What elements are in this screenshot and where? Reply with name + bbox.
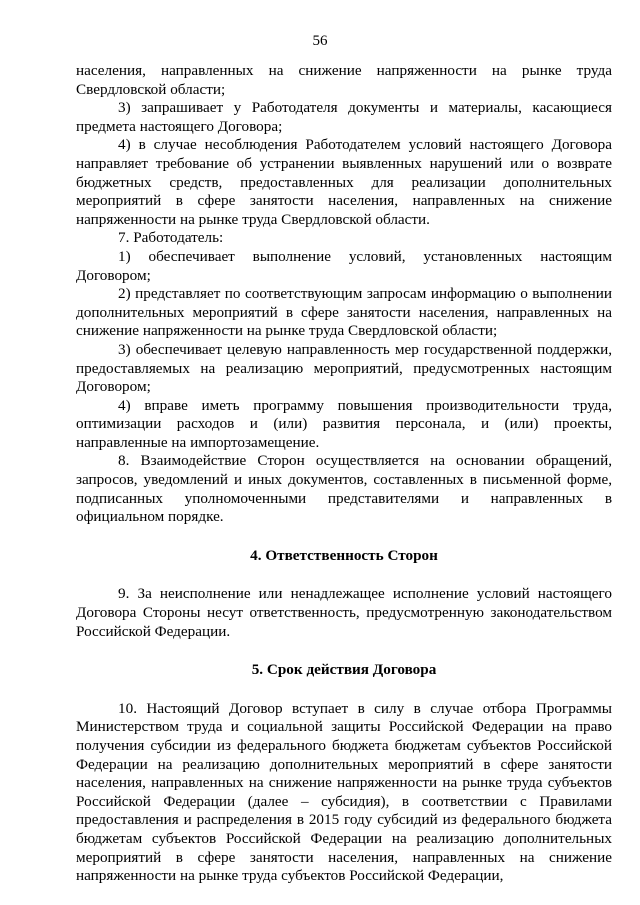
paragraph: 10. Настоящий Договор вступает в силу в случае отбора Программы Министерством труда и социальной защиты Российской Федерации на право получения субсидии из федерального бюджета бюджетам субъектов Российской Федерации на реализацию дополнительных мероприятий в сфере занятости населения, направленных на снижение напряженности на рынке труда субъектов Российской Федерации (далее – субсидия), в соответствии с Правилами предоставления и распределения в 2015 году субсидий из федерального бюджета бюджетам субъектов Российской Федерации на реализацию дополнительных мероприятий в сфере занятости населения, направленных на снижение напряженности на рынке труда субъектов Российской Федерации, <box>76 699 612 885</box>
page-number: 56 <box>312 33 328 49</box>
paragraph: 4) в случае несоблюдения Работодателем условий настоящего Договора направляет требование об устранении выявленных нарушений или о возврате бюджетных средств, предоставленных для реализации дополнительных мероприятий в сфере занятости населения, направленных на снижение напряженности на рынке труда Свердловской области. <box>76 136 612 228</box>
paragraph: 4) вправе иметь программу повышения производительности труда, оптимизации расходов и (или) развития персонала, и (или) проекты, направленные на импортозамещение. <box>76 396 612 451</box>
section-5-paragraphs <box>76 700 612 886</box>
section-5-heading: 5. Срок действия Договора <box>251 661 437 679</box>
paragraph: 3) запрашивает у Работодателя документы и материалы, касающиеся предмета настоящего Договора; <box>76 99 612 135</box>
paragraph: 2) представляет по соответствующим запросам информацию о выполнении дополнительных мероприятий в сфере занятости населения, направленных на снижение напряженности на рынке труда Свердловской области; <box>76 285 612 340</box>
paragraph: 7. Работодатель: <box>118 229 224 247</box>
paragraph: 8. Взаимодействие Сторон осуществляется на основании обращений, запросов, уведомлений и иных документов, составленных в письменной форме, подписанных уполномоченными представителями и направленных в официальном порядке. <box>76 452 612 526</box>
paragraph: 9. За неисполнение или ненадлежащее исполнение условий настоящего Договора Стороны несут ответственность, предусмотренную законодательством Российской Федерации. <box>76 585 612 640</box>
section-4-heading: 4. Ответственность Сторон <box>250 546 438 564</box>
top-paragraphs <box>76 62 612 527</box>
paragraph: 1) обеспечивает выполнение условий, установленных настоящим Договором; <box>76 247 612 284</box>
document-body <box>76 62 612 886</box>
section-4-paragraphs <box>76 585 612 641</box>
paragraph: населения, направленных на снижение напряженности на рынке труда Свердловской области; <box>76 62 612 98</box>
paragraph: 3) обеспечивает целевую направленность мер государственной поддержки, предоставляемых на реализацию мероприятий, предусмотренных настоящим Договором; <box>76 340 612 396</box>
